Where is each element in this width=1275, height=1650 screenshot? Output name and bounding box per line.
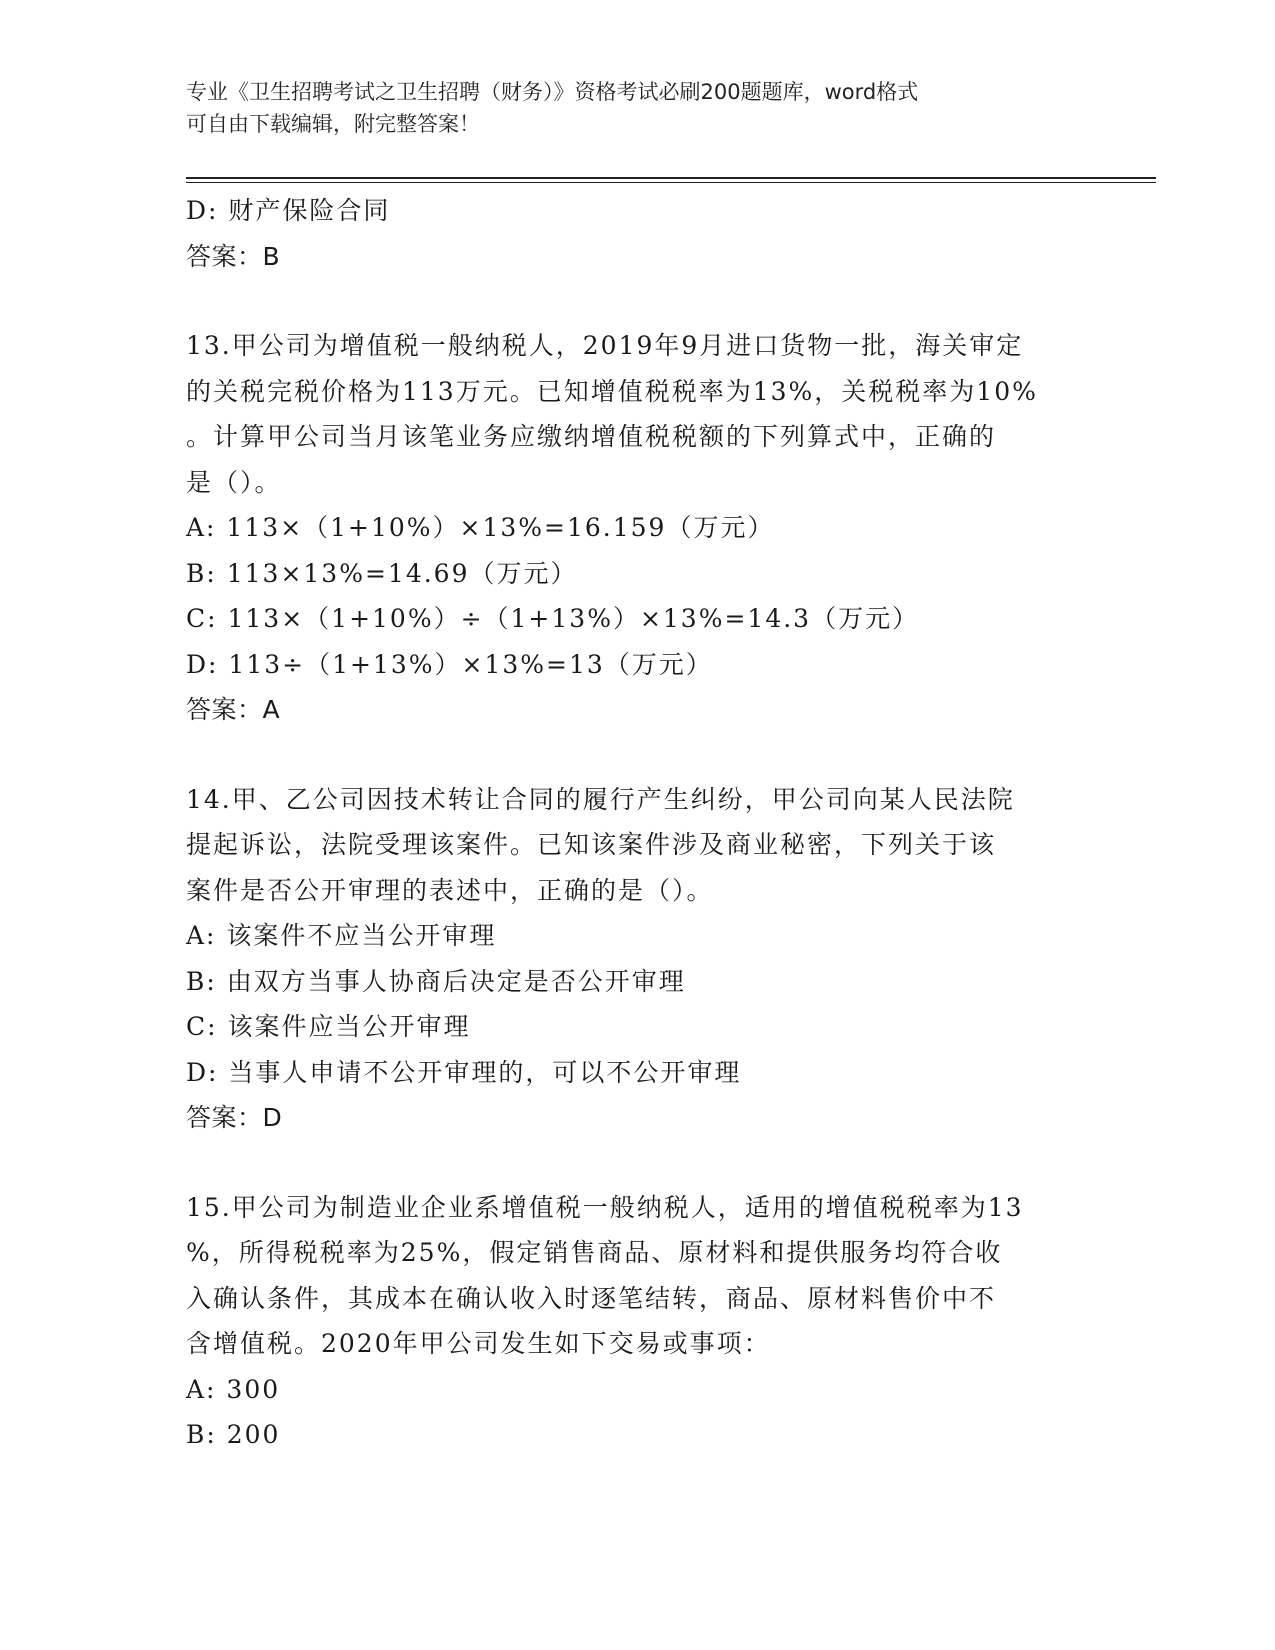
section-gap [186,733,1086,777]
question-13-option-c: C: 113×（1+10%）÷（1+13%）×13%=14.3（万元） [186,604,920,633]
question-13-text-line: 是（）。 [186,467,282,497]
question-15 [186,1185,1086,1458]
question-15-text-line: %，所得税税率为25%，假定销售商品、原材料和提供服务均符合收 [186,1238,1003,1267]
question-15-text-line: 入确认条件，其成本在确认收入时逐笔结转，商品、原材料售价中不 [186,1283,997,1313]
header-title-line-1: 专业《卫生招聘考试之卫生招聘（财务）》资格考试必刷200题题库，word格式 [186,80,919,104]
question-14-option-b: B: 由双方当事人协商后决定是否公开审理 [186,966,686,996]
question-14 [186,777,1086,1141]
section-gap [186,1141,1086,1185]
question-14-text-line: 14.甲、乙公司因技术转让合同的履行产生纠纷，甲公司向某人民法院 [186,784,1015,814]
question-14-option-a: A: 该案件不应当公开审理 [186,921,497,950]
prev-question-answer: 答案：B [186,241,281,271]
question-14-text-line: 案件是否公开审理的表述中，正确的是（）。 [186,875,714,905]
header-title-line-2: 可自由下载编辑，附完整答案！ [186,112,480,136]
question-13-text-line: 的关税完税价格为113万元。已知增值税税率为13%，关税税率为10% [186,376,1038,406]
question-14-text-line: 提起诉讼，法院受理该案件。已知该案件涉及商业秘密，下列关于该 [186,830,997,859]
prev-question-option-d: D: 财产保险合同 [186,196,391,225]
question-14-option-c: C: 该案件应当公开审理 [186,1012,471,1041]
question-15-text-line: 15.甲公司为制造业企业系增值税一般纳税人，适用的增值税税率为13 [186,1192,1024,1222]
document-header [186,76,1066,140]
question-14-answer: 答案：D [186,1103,283,1132]
document-body [186,188,1086,1458]
question-15-text-line: 含增值税。2020年甲公司发生如下交易或事项： [186,1329,771,1358]
question-13 [186,323,1086,733]
question-13-text-line: 。计算甲公司当月该笔业务应缴纳增值税税额的下列算式中，正确的 [186,422,997,451]
question-13-answer: 答案：A [186,695,281,724]
question-15-option-a: A: 300 [186,1374,281,1404]
question-15-option-b: B: 200 [186,1420,281,1449]
header-divider-thin [186,182,1156,183]
question-13-option-b: B: 113×13%=14.69（万元） [186,558,578,588]
question-13-text-line: 13.甲公司为增值税一般纳税人，2019年9月进口货物一批，海关审定 [186,331,1024,360]
question-14-option-d: D: 当事人申请不公开审理的，可以不公开审理 [186,1057,742,1087]
section-gap [186,279,1086,323]
question-13-option-a: A: 113×（1+10%）×13%=16.159（万元） [186,513,775,542]
question-13-option-d: D: 113÷（1+13%）×13%=13（万元） [186,649,713,679]
header-divider-thick [186,177,1156,179]
